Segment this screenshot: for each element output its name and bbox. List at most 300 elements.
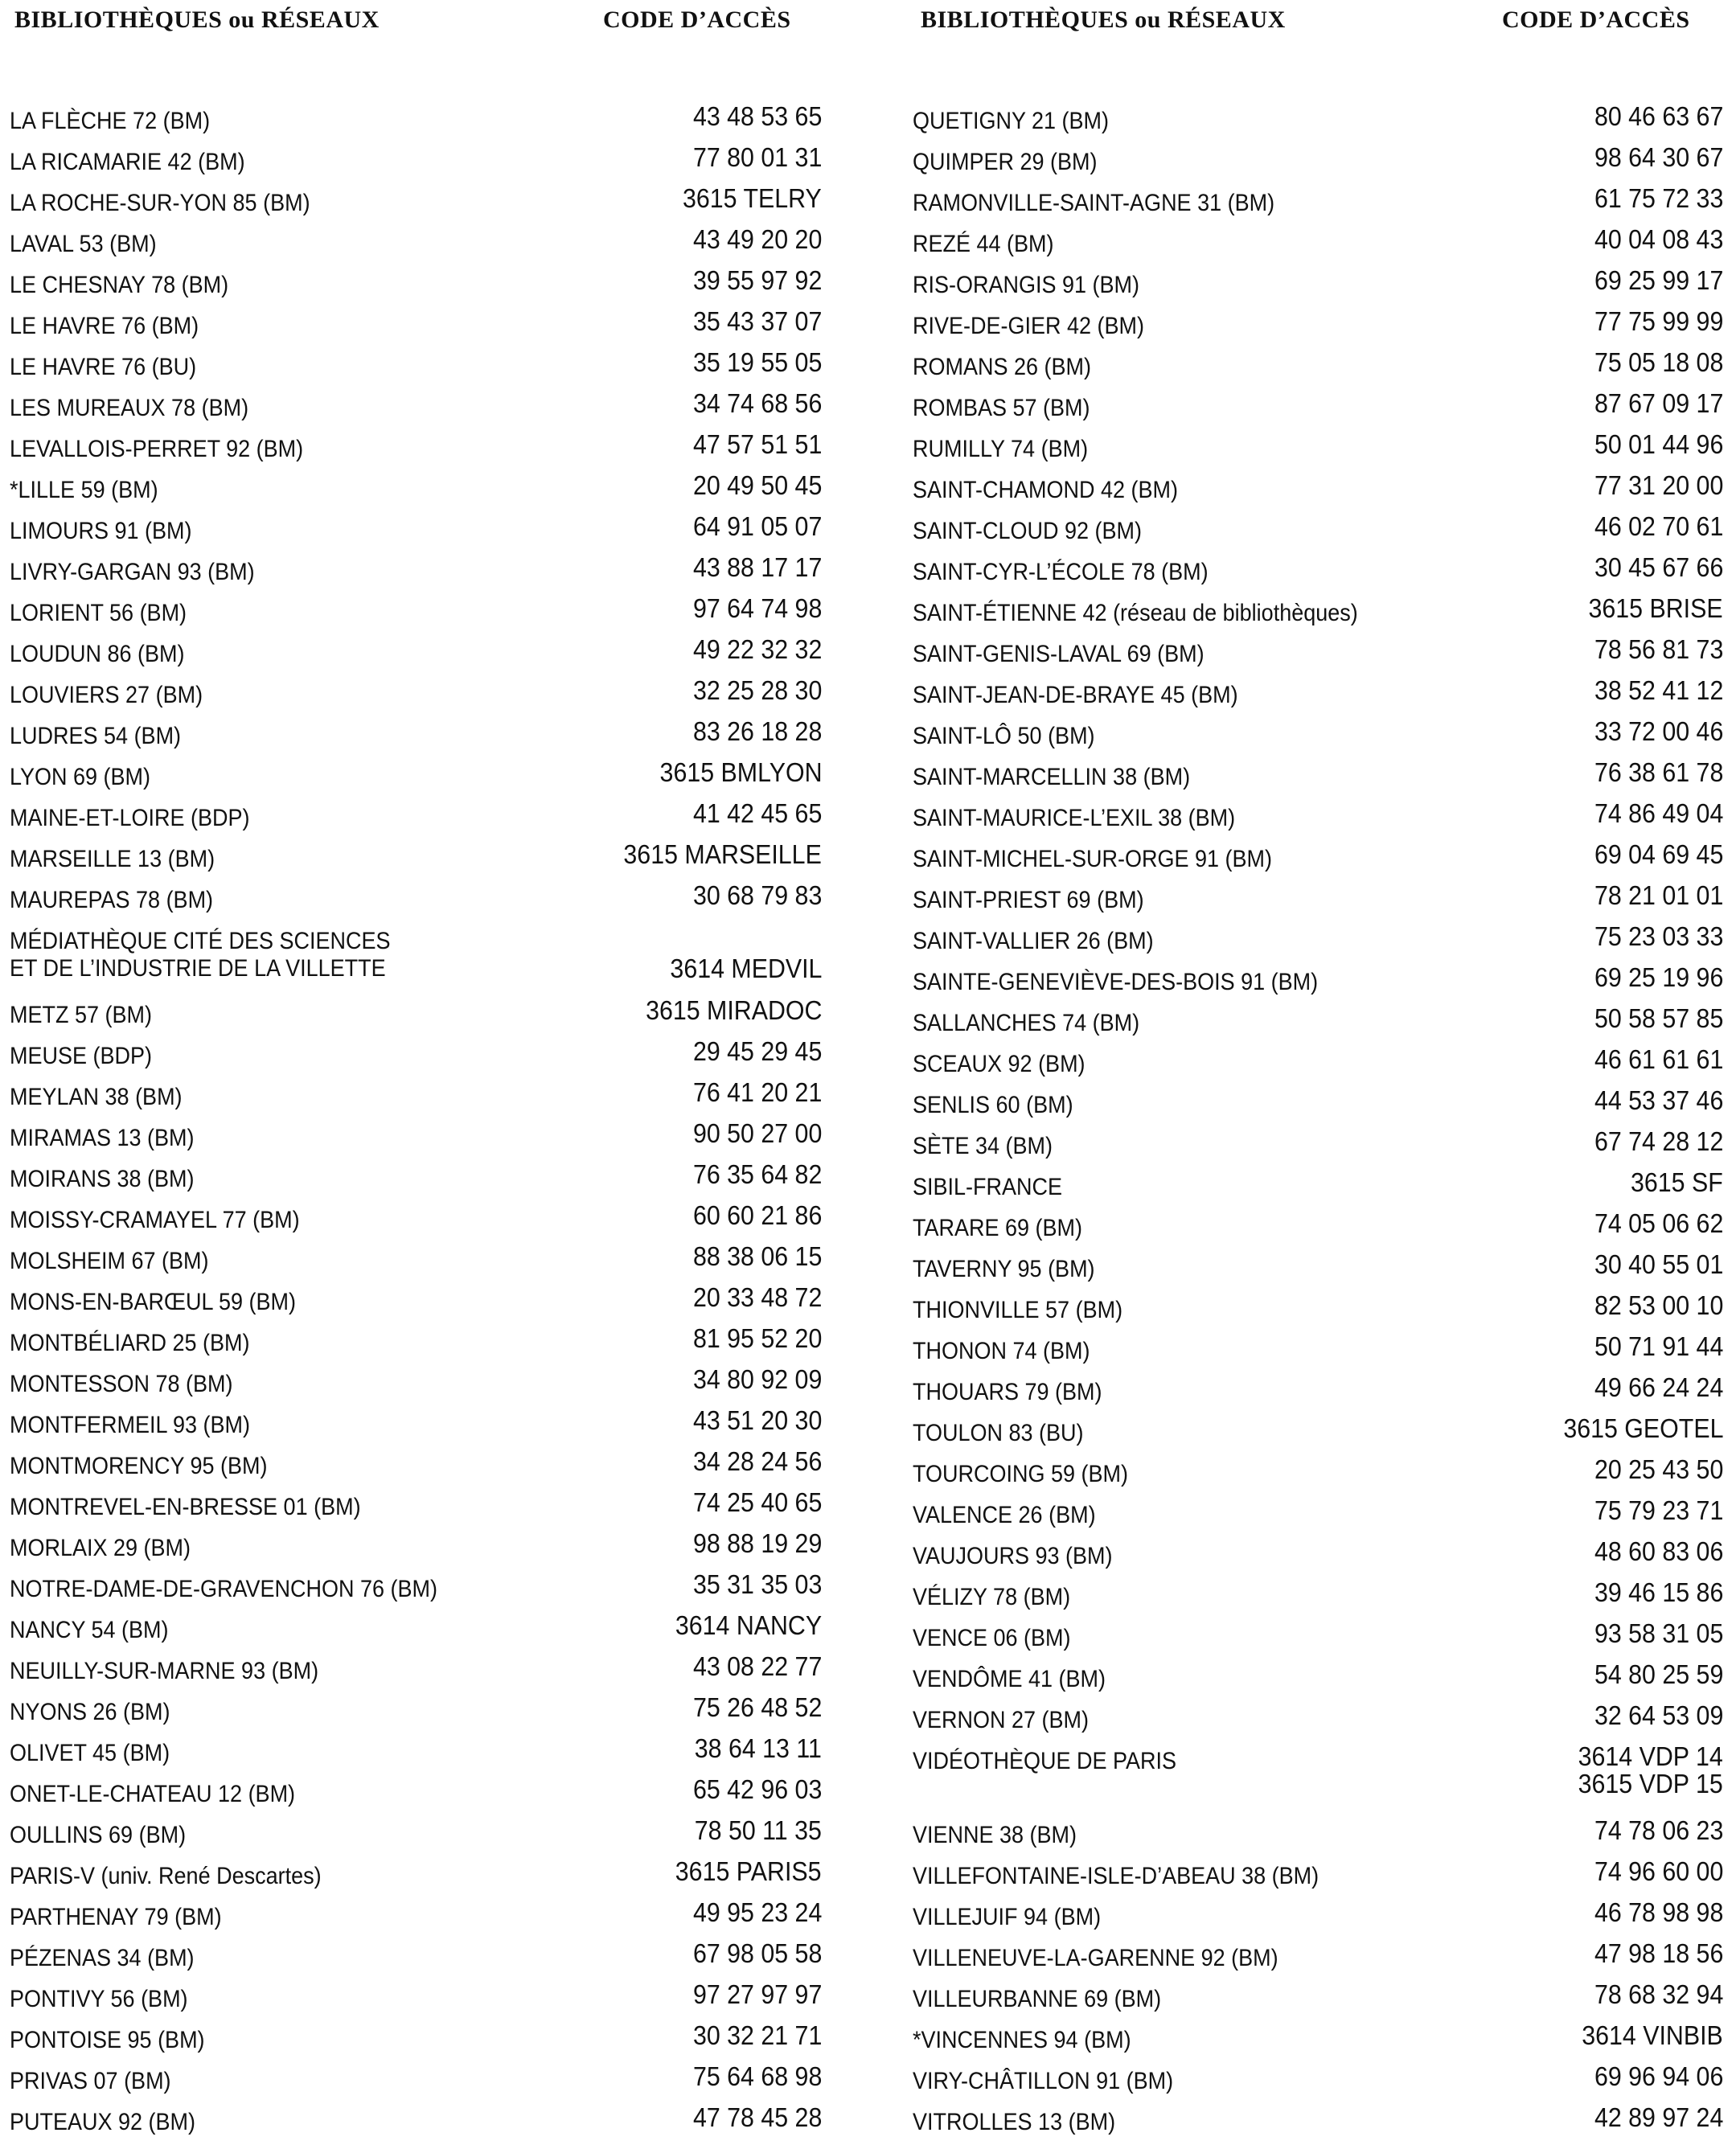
library-name: [10, 1330, 250, 1357]
access-code-line: 76 35 64 82: [692, 1159, 822, 1189]
access-code-line: 46 02 70 61: [1594, 511, 1723, 541]
library-name: [913, 1010, 1139, 1037]
library-row: [913, 1743, 1723, 1817]
library-name: [10, 190, 310, 217]
library-name-line: RUMILLY 74 (BM): [913, 436, 1089, 462]
library-name-line: SAINT-CYR-L’ÉCOLE 78 (BM): [913, 559, 1209, 585]
library-row: [10, 1038, 822, 1079]
access-code-line: 3615 MIRADOC: [645, 995, 822, 1025]
library-name: [913, 682, 1238, 709]
library-row: [10, 718, 822, 759]
library-name: [10, 231, 157, 258]
access-code-line: 40 04 08 43: [1594, 224, 1723, 254]
library-name-line: PRIVAS 07 (BM): [10, 2068, 171, 2094]
library-row: [913, 267, 1723, 308]
library-name-line: LAVAL 53 (BM): [10, 231, 157, 257]
library-row: [913, 718, 1723, 759]
access-code: [1594, 964, 1723, 991]
access-code: [693, 472, 822, 499]
access-code-line: 38 64 13 11: [694, 1733, 822, 1763]
library-row: [10, 1448, 822, 1489]
access-code: [1594, 1456, 1723, 1483]
library-name-line: SAINT-ÉTIENNE 42 (réseau de bibliothèques): [913, 600, 1358, 626]
library-name: [913, 1822, 1077, 1849]
access-code-line: 74 05 06 62: [1594, 1208, 1723, 1238]
library-row: [913, 882, 1723, 923]
access-code: [693, 554, 822, 581]
access-code: [1582, 2022, 1723, 2049]
library-row: [913, 1817, 1723, 1858]
library-name-line: OLIVET 45 (BM): [10, 1740, 170, 1766]
access-code: [1594, 2104, 1723, 2131]
library-row: [10, 1940, 822, 1981]
access-code: [1594, 1981, 1723, 2008]
library-name-line: OULLINS 69 (BM): [10, 1822, 187, 1848]
access-code: [1594, 1661, 1723, 1688]
library-name: [913, 1748, 1176, 1775]
access-code-line: 76 38 61 78: [1594, 757, 1723, 787]
library-name: [10, 108, 210, 135]
library-name-line: TAVERNY 95 (BM): [913, 1256, 1095, 1282]
access-code: [693, 2063, 822, 2090]
library-name: [10, 2027, 205, 2054]
access-code: [693, 308, 822, 335]
library-name: [10, 436, 303, 463]
library-name-line: SAINT-CHAMOND 42 (BM): [913, 477, 1179, 503]
library-row: [913, 554, 1723, 595]
access-code: [695, 1817, 822, 1844]
access-code: [1594, 923, 1723, 950]
library-row: [10, 595, 822, 636]
library-name-line: TOURCOING 59 (BM): [913, 1461, 1129, 1487]
library-name: [913, 108, 1109, 135]
access-code: [1594, 267, 1723, 294]
access-code-line: 47 98 18 56: [1594, 1938, 1723, 1968]
access-code-line: 3614 VINBIB: [1582, 2020, 1723, 2050]
library-row: [10, 1530, 822, 1571]
access-code-line: 32 64 53 09: [1594, 1700, 1723, 1730]
library-name: [913, 641, 1205, 668]
library-name: [913, 436, 1088, 463]
library-name: [913, 354, 1091, 381]
library-name: [913, 1863, 1319, 1890]
library-row: [10, 997, 822, 1038]
access-code-line: 30 40 55 01: [1594, 1249, 1723, 1279]
access-code-line: 88 38 06 15: [692, 1241, 822, 1271]
access-code: [1594, 1817, 1723, 1844]
library-row: [913, 1497, 1723, 1538]
access-code-line: 38 52 41 12: [1594, 675, 1723, 705]
library-row: [913, 1128, 1723, 1169]
library-name-line: ROMBAS 57 (BM): [913, 395, 1090, 421]
access-code-line: 69 96 94 06: [1594, 2061, 1723, 2091]
access-code: [1563, 1415, 1723, 1442]
access-code: [693, 1981, 822, 2008]
library-row: [913, 1940, 1723, 1981]
library-row: [913, 2022, 1723, 2063]
library-name-line: NYONS 26 (BM): [10, 1699, 170, 1725]
library-name-line: SAINT-MICHEL-SUR-ORGE 91 (BM): [913, 846, 1273, 872]
library-name: [913, 1338, 1090, 1365]
library-name: [913, 272, 1139, 299]
library-name-line: NANCY 54 (BM): [10, 1617, 169, 1643]
access-code-line: 46 78 98 98: [1594, 1897, 1723, 1927]
access-code-line: 20 25 43 50: [1594, 1454, 1723, 1484]
library-name: [913, 1707, 1089, 1734]
library-row: [10, 1325, 822, 1366]
library-name: [913, 313, 1144, 340]
left-access-code-header: CODE D’ACCÈS: [603, 6, 791, 33]
library-name-line: METZ 57 (BM): [10, 1002, 153, 1028]
access-code-line: 3614 VDP 14: [1578, 1741, 1723, 1771]
access-code-line: 35 19 55 05: [692, 347, 822, 377]
library-row: [10, 1366, 822, 1407]
access-code-line: 69 25 19 96: [1594, 962, 1723, 992]
access-code-line: 41 42 45 65: [692, 798, 822, 828]
library-name: [10, 477, 158, 504]
library-name: [10, 1248, 209, 1275]
library-name-line: PONTOISE 95 (BM): [10, 2027, 205, 2053]
library-name: [10, 846, 215, 873]
library-row: [913, 800, 1723, 841]
right-access-code-header: CODE D’ACCÈS: [1502, 6, 1690, 33]
access-code: [693, 677, 822, 704]
library-row: [913, 431, 1723, 472]
library-name: [10, 1166, 195, 1193]
access-code: [683, 185, 822, 212]
access-code-line: 54 80 25 59: [1594, 1659, 1723, 1689]
library-name-line: LIMOURS 91 (BM): [10, 518, 192, 544]
library-name-line: REZÉ 44 (BM): [913, 231, 1054, 257]
access-code-line: 78 50 11 35: [694, 1815, 822, 1845]
access-code-line: 50 71 91 44: [1594, 1331, 1723, 1361]
library-row: [10, 267, 822, 308]
library-row: [913, 1661, 1723, 1702]
library-row: [913, 1292, 1723, 1333]
library-name: [913, 1584, 1070, 1611]
library-row: [10, 923, 822, 997]
access-code: [1578, 1743, 1723, 1798]
access-code: [1594, 103, 1723, 130]
library-row: [913, 185, 1723, 226]
access-code-line: 3615 PARIS5: [675, 1856, 822, 1886]
access-code: [693, 1530, 822, 1557]
library-name: [913, 1904, 1101, 1931]
access-code: [693, 390, 822, 417]
library-row: [10, 1161, 822, 1202]
library-name-line: MONTFERMEIL 93 (BM): [10, 1412, 251, 1438]
library-row: [913, 636, 1723, 677]
access-code-line: 3615 BMLYON: [659, 757, 822, 787]
library-row: [913, 2104, 1723, 2145]
access-code: [693, 513, 822, 540]
access-code: [693, 431, 822, 458]
library-name-line: LOUDUN 86 (BM): [10, 641, 185, 667]
access-code-line: 61 75 72 33: [1594, 183, 1723, 213]
access-code-line: 34 28 24 56: [692, 1446, 822, 1476]
access-code: [675, 1612, 822, 1639]
access-code: [693, 1776, 822, 1803]
library-name: [10, 1576, 437, 1603]
access-code-line: 39 55 97 92: [692, 265, 822, 295]
library-name: [10, 764, 150, 791]
library-name-line: TARARE 69 (BM): [913, 1215, 1083, 1241]
library-name: [913, 1543, 1113, 1570]
access-code: [693, 2104, 822, 2131]
right-libraries-header: BIBLIOTHÈQUES ou RÉSEAUX: [921, 6, 1286, 33]
access-code-line: 20 49 50 45: [692, 470, 822, 500]
library-row: [10, 390, 822, 431]
access-code: [1631, 1169, 1723, 1196]
access-code: [693, 267, 822, 294]
access-code-line: 49 22 32 32: [692, 634, 822, 664]
library-row: [913, 2063, 1723, 2104]
library-name-line: LE HAVRE 76 (BU): [10, 354, 197, 380]
library-row: [913, 923, 1723, 964]
library-name-line: NEUILLY-SUR-MARNE 93 (BM): [10, 1658, 319, 1684]
library-name-line: MORLAIX 29 (BM): [10, 1535, 191, 1561]
access-code-line: 77 31 20 00: [1594, 470, 1723, 500]
access-code: [693, 718, 822, 745]
library-row: [913, 1981, 1723, 2022]
library-row: [10, 1243, 822, 1284]
access-code-line: 97 64 74 98: [692, 593, 822, 623]
library-name: [10, 1617, 169, 1644]
access-code: [693, 1202, 822, 1229]
library-name: [913, 1297, 1122, 1324]
library-name: [10, 149, 245, 176]
library-name: [913, 805, 1235, 832]
access-code-line: 35 31 35 03: [692, 1569, 822, 1599]
library-row: [913, 1333, 1723, 1374]
library-row: [10, 349, 822, 390]
access-code-line: 90 50 27 00: [692, 1118, 822, 1148]
library-name: [913, 477, 1178, 504]
library-name-line: VILLEJUIF 94 (BM): [913, 1904, 1102, 1930]
access-code-line: 47 78 45 28: [692, 2102, 822, 2132]
library-row: [10, 513, 822, 554]
library-row: [913, 1858, 1723, 1899]
access-code: [693, 103, 822, 130]
library-row: [913, 677, 1723, 718]
library-name: [913, 1461, 1128, 1488]
access-code-line: 87 67 09 17: [1594, 388, 1723, 418]
access-code-line: 43 48 53 65: [692, 101, 822, 131]
library-name: [913, 518, 1142, 545]
access-code-line: 43 88 17 17: [692, 552, 822, 582]
library-name: [913, 1215, 1082, 1242]
access-code-line: 3614 MEDVIL: [669, 954, 822, 983]
access-code: [646, 997, 822, 1024]
access-code: [693, 349, 822, 376]
library-name-line: MEUSE (BDP): [10, 1043, 153, 1069]
library-name-line: SAINT-PRIEST 69 (BM): [913, 887, 1144, 913]
access-code-line: 74 86 49 04: [1594, 798, 1723, 828]
library-row: [10, 841, 822, 882]
access-code-line: 39 46 15 86: [1594, 1577, 1723, 1607]
library-name: [10, 682, 203, 709]
library-name-line: QUIMPER 29 (BM): [913, 149, 1098, 175]
left-library-list: [10, 103, 822, 2145]
access-code-line: 69 04 69 45: [1594, 839, 1723, 869]
access-code: [1594, 1210, 1723, 1237]
access-code-line: 50 58 57 85: [1594, 1003, 1723, 1033]
library-name: [913, 1986, 1161, 2013]
access-code: [693, 800, 822, 827]
access-code: [693, 1161, 822, 1188]
library-name: [10, 2068, 171, 2095]
access-code-line: 75 26 48 52: [692, 1692, 822, 1722]
access-code-line: 76 41 20 21: [692, 1077, 822, 1107]
library-row: [10, 636, 822, 677]
library-name-line: SAINT-CLOUD 92 (BM): [913, 518, 1143, 544]
library-name: [913, 1051, 1086, 1078]
library-name-line: LIVRY-GARGAN 93 (BM): [10, 559, 255, 585]
access-code: [1594, 1292, 1723, 1319]
library-name: [913, 1256, 1095, 1283]
library-name-line: ONET-LE-CHATEAU 12 (BM): [10, 1781, 296, 1807]
library-name: [10, 1781, 295, 1808]
access-code: [695, 1735, 822, 1762]
library-row: [913, 144, 1723, 185]
library-name-line: LA RICAMARIE 42 (BM): [10, 149, 245, 175]
access-code: [1594, 1702, 1723, 1729]
library-name-line: LOUVIERS 27 (BM): [10, 682, 203, 708]
library-name: [10, 395, 248, 422]
library-name-line: RAMONVILLE-SAINT-AGNE 31 (BM): [913, 190, 1275, 216]
library-row: [913, 1169, 1723, 1210]
library-name-line: VIRY-CHÂTILLON 91 (BM): [913, 2068, 1174, 2094]
library-name: [913, 395, 1090, 422]
library-row: [10, 431, 822, 472]
library-row: [10, 2022, 822, 2063]
library-name-line: SAINT-VALLIER 26 (BM): [913, 928, 1154, 954]
access-code: [1594, 513, 1723, 540]
access-code: [624, 841, 822, 868]
library-name-line: MOLSHEIM 67 (BM): [10, 1248, 209, 1274]
access-code-line: 32 25 28 30: [692, 675, 822, 705]
access-code: [1594, 1940, 1723, 1967]
access-code: [1594, 308, 1723, 335]
library-name-line: VENDÔME 41 (BM): [913, 1666, 1106, 1692]
access-code-line: 81 95 52 20: [692, 1323, 822, 1353]
access-code-line: 80 46 63 67: [1594, 101, 1723, 131]
access-code: [693, 1899, 822, 1926]
access-code: [693, 1694, 822, 1721]
library-row: [10, 2063, 822, 2104]
library-name-line: THOUARS 79 (BM): [913, 1379, 1102, 1405]
library-row: [913, 349, 1723, 390]
access-code: [1594, 226, 1723, 253]
library-name-line: MAINE-ET-LOIRE (BDP): [10, 805, 250, 831]
library-name: [913, 887, 1144, 914]
library-row: [913, 390, 1723, 431]
library-name: [913, 1379, 1102, 1406]
library-name-line: LES MUREAUX 78 (BM): [10, 395, 249, 421]
access-code-line: 77 75 99 99: [1594, 306, 1723, 336]
library-name: [913, 969, 1318, 996]
library-name: [10, 518, 192, 545]
library-row: [913, 1374, 1723, 1415]
access-code-line: 78 56 81 73: [1594, 634, 1723, 664]
library-row: [913, 759, 1723, 800]
library-name: [913, 1625, 1071, 1652]
access-code: [693, 1284, 822, 1311]
library-row: [10, 1899, 822, 1940]
access-code: [693, 1489, 822, 1516]
library-name-line: ROMANS 26 (BM): [913, 354, 1092, 380]
access-code: [693, 1325, 822, 1352]
access-code-line: 60 60 21 86: [692, 1200, 822, 1230]
library-row: [913, 1538, 1723, 1579]
library-name-line: VERNON 27 (BM): [913, 1707, 1090, 1733]
access-code: [1594, 1899, 1723, 1926]
library-name-line: LUDRES 54 (BM): [10, 723, 182, 749]
access-code-line: 3615 TELRY: [683, 183, 822, 213]
library-name: [10, 805, 250, 832]
library-name-line: RIVE-DE-GIER 42 (BM): [913, 313, 1145, 339]
access-code-line: 65 42 96 03: [692, 1774, 822, 1804]
library-name-line: MONTREVEL-EN-BRESSE 01 (BM): [10, 1494, 361, 1520]
access-code: [693, 1243, 822, 1270]
library-name-line: SAINT-MAURICE-L’EXIL 38 (BM): [913, 805, 1236, 831]
access-code-line: 93 58 31 05: [1594, 1618, 1723, 1648]
library-name: [10, 1371, 233, 1398]
library-row: [10, 1817, 822, 1858]
access-code: [1594, 800, 1723, 827]
library-row: [913, 1087, 1723, 1128]
access-code: [1594, 1538, 1723, 1565]
access-code: [693, 1038, 822, 1065]
library-name: [10, 1494, 361, 1521]
library-name: [10, 1822, 186, 1849]
library-name: [10, 354, 196, 381]
library-name-line: LA FLÈCHE 72 (BM): [10, 108, 211, 134]
library-name: [913, 1174, 1062, 1201]
library-name-line: LE HAVRE 76 (BM): [10, 313, 199, 339]
library-name-line: LEVALLOIS-PERRET 92 (BM): [10, 436, 304, 462]
library-row: [10, 1079, 822, 1120]
access-code-line: 75 79 23 71: [1594, 1495, 1723, 1525]
library-name: [913, 2027, 1131, 2054]
library-row: [10, 800, 822, 841]
library-name-line: MOISSY-CRAMAYEL 77 (BM): [10, 1207, 300, 1233]
access-code-line: 42 89 97 24: [1594, 2102, 1723, 2132]
access-code: [693, 1571, 822, 1598]
library-row: [913, 1620, 1723, 1661]
library-row: [10, 1653, 822, 1694]
access-code: [693, 1407, 822, 1434]
library-row: [10, 1776, 822, 1817]
access-code-line: 50 01 44 96: [1594, 429, 1723, 459]
library-row: [10, 1571, 822, 1612]
access-code-line: 67 74 28 12: [1594, 1126, 1723, 1156]
library-row: [913, 513, 1723, 554]
library-name: [913, 559, 1209, 586]
library-name-line: SAINT-LÔ 50 (BM): [913, 723, 1095, 749]
access-code: [1589, 595, 1723, 622]
access-code-line: 44 53 37 46: [1594, 1085, 1723, 1115]
access-code-line: 78 21 01 01: [1594, 880, 1723, 910]
access-code-line: 98 88 19 29: [692, 1528, 822, 1558]
library-name: [10, 559, 255, 586]
library-name: [10, 272, 228, 299]
library-name-line: PARTHENAY 79 (BM): [10, 1904, 222, 1930]
library-name-line: PUTEAUX 92 (BM): [10, 2109, 196, 2135]
library-row: [913, 1579, 1723, 1620]
access-code: [693, 1079, 822, 1106]
library-row: [10, 677, 822, 718]
